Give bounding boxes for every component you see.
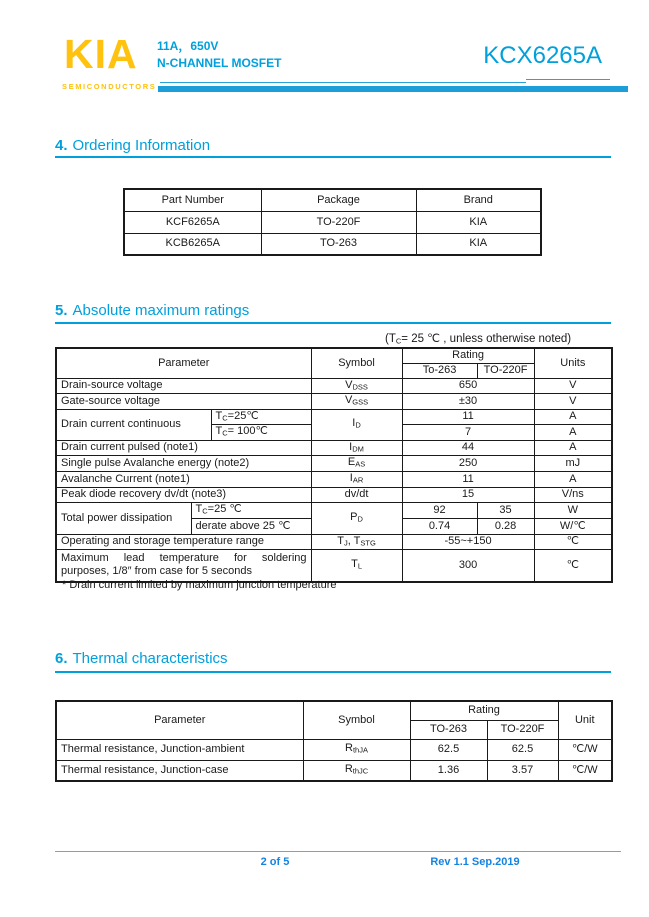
abs-max-footnote: * Drain current limited by maximum junction temperature — [62, 579, 337, 591]
row-eas — [56, 456, 612, 472]
param-cell: Avalanche Current (note1) — [56, 472, 311, 488]
symbol-cell: IAR — [311, 472, 402, 488]
rating-cell: 250 — [402, 456, 534, 472]
rating-cell-to220f: 3.57 — [487, 760, 558, 781]
brand-cell: KIA — [416, 211, 541, 233]
param-cell: Thermal resistance, Junction-ambient — [56, 739, 303, 760]
unit-cell: A — [534, 425, 612, 441]
param-cell: Maximum lead temperature for soldering purposes, 1/8″ from case for 5 seconds — [56, 550, 311, 582]
symbol-cell: dv/dt — [311, 487, 402, 502]
unit-cell: W — [534, 502, 612, 518]
param-cell: Drain current continuous — [56, 409, 211, 440]
symbol-cell: EAS — [311, 456, 402, 472]
part-number-title: KCX6265A — [483, 42, 602, 69]
symbol-cell: IDM — [311, 440, 402, 456]
ordering-row-kcb6265a — [124, 233, 541, 255]
abs-subcol-to263: To-263 — [402, 363, 477, 378]
condition-cell: TC=25 ℃ — [191, 502, 311, 518]
rating-cell-to263: 1.36 — [410, 760, 487, 781]
symbol-cell: RthJA — [303, 739, 410, 760]
page-indicator: 2 of 5 — [260, 856, 290, 868]
section-5-number: 5. — [55, 302, 68, 319]
row-vdss — [56, 378, 612, 394]
unit-cell: ℃/W — [558, 739, 612, 760]
param-cell: Drain current pulsed (note1) — [56, 440, 311, 456]
rating-cell-to263: 92 — [402, 502, 477, 518]
symbol-cell: VDSS — [311, 378, 402, 394]
rating-cell: 650 — [402, 378, 534, 394]
abs-max-ratings-table — [55, 347, 613, 583]
rating-cell: 300 — [402, 550, 534, 582]
condition-cell: TC=25℃ — [211, 409, 311, 425]
rating-cell-to220f: 35 — [477, 502, 534, 518]
unit-cell: mJ — [534, 456, 612, 472]
device-rating-line: 11A，650V — [157, 39, 219, 53]
param-cell: Drain-source voltage — [56, 378, 311, 394]
unit-cell: ℃/W — [558, 760, 612, 781]
symbol-cell: TJ, TSTG — [311, 534, 402, 550]
ordering-table — [123, 188, 542, 256]
unit-cell: ℃ — [534, 534, 612, 550]
unit-cell: A — [534, 440, 612, 456]
param-cell: Peak diode recovery dv/dt (note3) — [56, 487, 311, 502]
rating-cell: 7 — [402, 425, 534, 441]
symbol-cell: PD — [311, 502, 402, 534]
unit-cell: ℃ — [534, 550, 612, 582]
package-cell: TO-263 — [261, 233, 416, 255]
section-4-number: 4. — [55, 137, 68, 154]
param-cell: Single pulse Avalanche energy (note2) — [56, 456, 311, 472]
ordering-col-package: Package — [261, 189, 416, 211]
ordering-col-brand: Brand — [416, 189, 541, 211]
section-5-rule — [55, 322, 611, 324]
header-rule-thin-left — [160, 82, 526, 83]
rating-cell: -55~+150 — [402, 534, 534, 550]
row-rthja — [56, 739, 612, 760]
rating-cell: 11 — [402, 472, 534, 488]
symbol-cell: VGSS — [311, 394, 402, 410]
rating-cell: ±30 — [402, 394, 534, 410]
thermal-col-parameter: Parameter — [56, 701, 303, 739]
device-type-line: N-CHANNEL MOSFET — [157, 56, 282, 70]
kia-logo: KIA — [64, 31, 138, 77]
row-pd-25c — [56, 502, 612, 518]
unit-cell: A — [534, 472, 612, 488]
thermal-col-rating: Rating — [410, 701, 558, 720]
revision-label: Rev 1.1 Sep.2019 — [430, 856, 520, 868]
abs-col-units: Units — [534, 348, 612, 378]
abs-col-symbol: Symbol — [311, 348, 402, 378]
section-5-heading — [55, 302, 249, 319]
abs-col-parameter: Parameter — [56, 348, 311, 378]
unit-cell: V — [534, 394, 612, 410]
section-5-title: Absolute maximum ratings — [72, 302, 250, 319]
thermal-col-symbol: Symbol — [303, 701, 410, 739]
brand-cell: KIA — [416, 233, 541, 255]
row-iar — [56, 472, 612, 488]
unit-cell: A — [534, 409, 612, 425]
part-number-cell: KCF6265A — [124, 211, 261, 233]
section-6-number: 6. — [55, 650, 68, 667]
section-4-heading — [55, 137, 210, 154]
row-idm — [56, 440, 612, 456]
ordering-header-row — [124, 189, 541, 211]
symbol-cell: ID — [311, 409, 402, 440]
row-dvdt — [56, 487, 612, 502]
abs-subcol-to220f: TO-220F — [477, 363, 534, 378]
ordering-row-kcf6265a — [124, 211, 541, 233]
kia-logo-subtext: SEMICONDUCTORS — [62, 82, 157, 91]
part-number-cell: KCB6265A — [124, 233, 261, 255]
thermal-subcol-to220f: TO-220F — [487, 720, 558, 739]
section-6-title: Thermal characteristics — [72, 650, 228, 667]
row-tstg — [56, 534, 612, 550]
param-cell: Thermal resistance, Junction-case — [56, 760, 303, 781]
row-rthjc — [56, 760, 612, 781]
row-tl — [56, 550, 612, 582]
rating-cell-to263: 0.74 — [402, 518, 477, 534]
section-6-heading — [55, 650, 228, 667]
package-cell: TO-220F — [261, 211, 416, 233]
abs-col-rating: Rating — [402, 348, 534, 363]
unit-cell: V — [534, 378, 612, 394]
header-rule-thick — [158, 86, 628, 92]
param-cell: Total power dissipation — [56, 502, 191, 534]
section-4-rule — [55, 156, 611, 158]
thermal-col-unit: Unit — [558, 701, 612, 739]
rating-cell: 11 — [402, 409, 534, 425]
test-condition-note: (TC= 25 ℃ , unless otherwise noted) — [385, 333, 572, 346]
abs-header-row-1 — [56, 348, 612, 363]
row-id-25c — [56, 409, 612, 425]
condition-cell: derate above 25 ℃ — [191, 518, 311, 534]
condition-cell: TC= 100℃ — [211, 425, 311, 441]
row-vgss — [56, 394, 612, 410]
section-6-rule — [55, 671, 611, 673]
unit-cell: W/℃ — [534, 518, 612, 534]
rating-cell-to263: 62.5 — [410, 739, 487, 760]
param-cell: Gate-source voltage — [56, 394, 311, 410]
rating-cell: 44 — [402, 440, 534, 456]
param-cell: Operating and storage temperature range — [56, 534, 311, 550]
symbol-cell: RthJC — [303, 760, 410, 781]
device-summary — [157, 38, 281, 72]
header-rule-thin-right — [526, 79, 610, 80]
symbol-cell: TL — [311, 550, 402, 582]
thermal-table — [55, 700, 613, 782]
rating-cell-to220f: 0.28 — [477, 518, 534, 534]
section-4-title: Ordering Information — [72, 137, 211, 154]
unit-cell: V/ns — [534, 487, 612, 502]
thermal-subcol-to263: TO-263 — [410, 720, 487, 739]
rating-cell-to220f: 62.5 — [487, 739, 558, 760]
footer-rule — [55, 851, 621, 852]
rating-cell: 15 — [402, 487, 534, 502]
thermal-header-row-1 — [56, 701, 612, 720]
ordering-col-part-number: Part Number — [124, 189, 261, 211]
